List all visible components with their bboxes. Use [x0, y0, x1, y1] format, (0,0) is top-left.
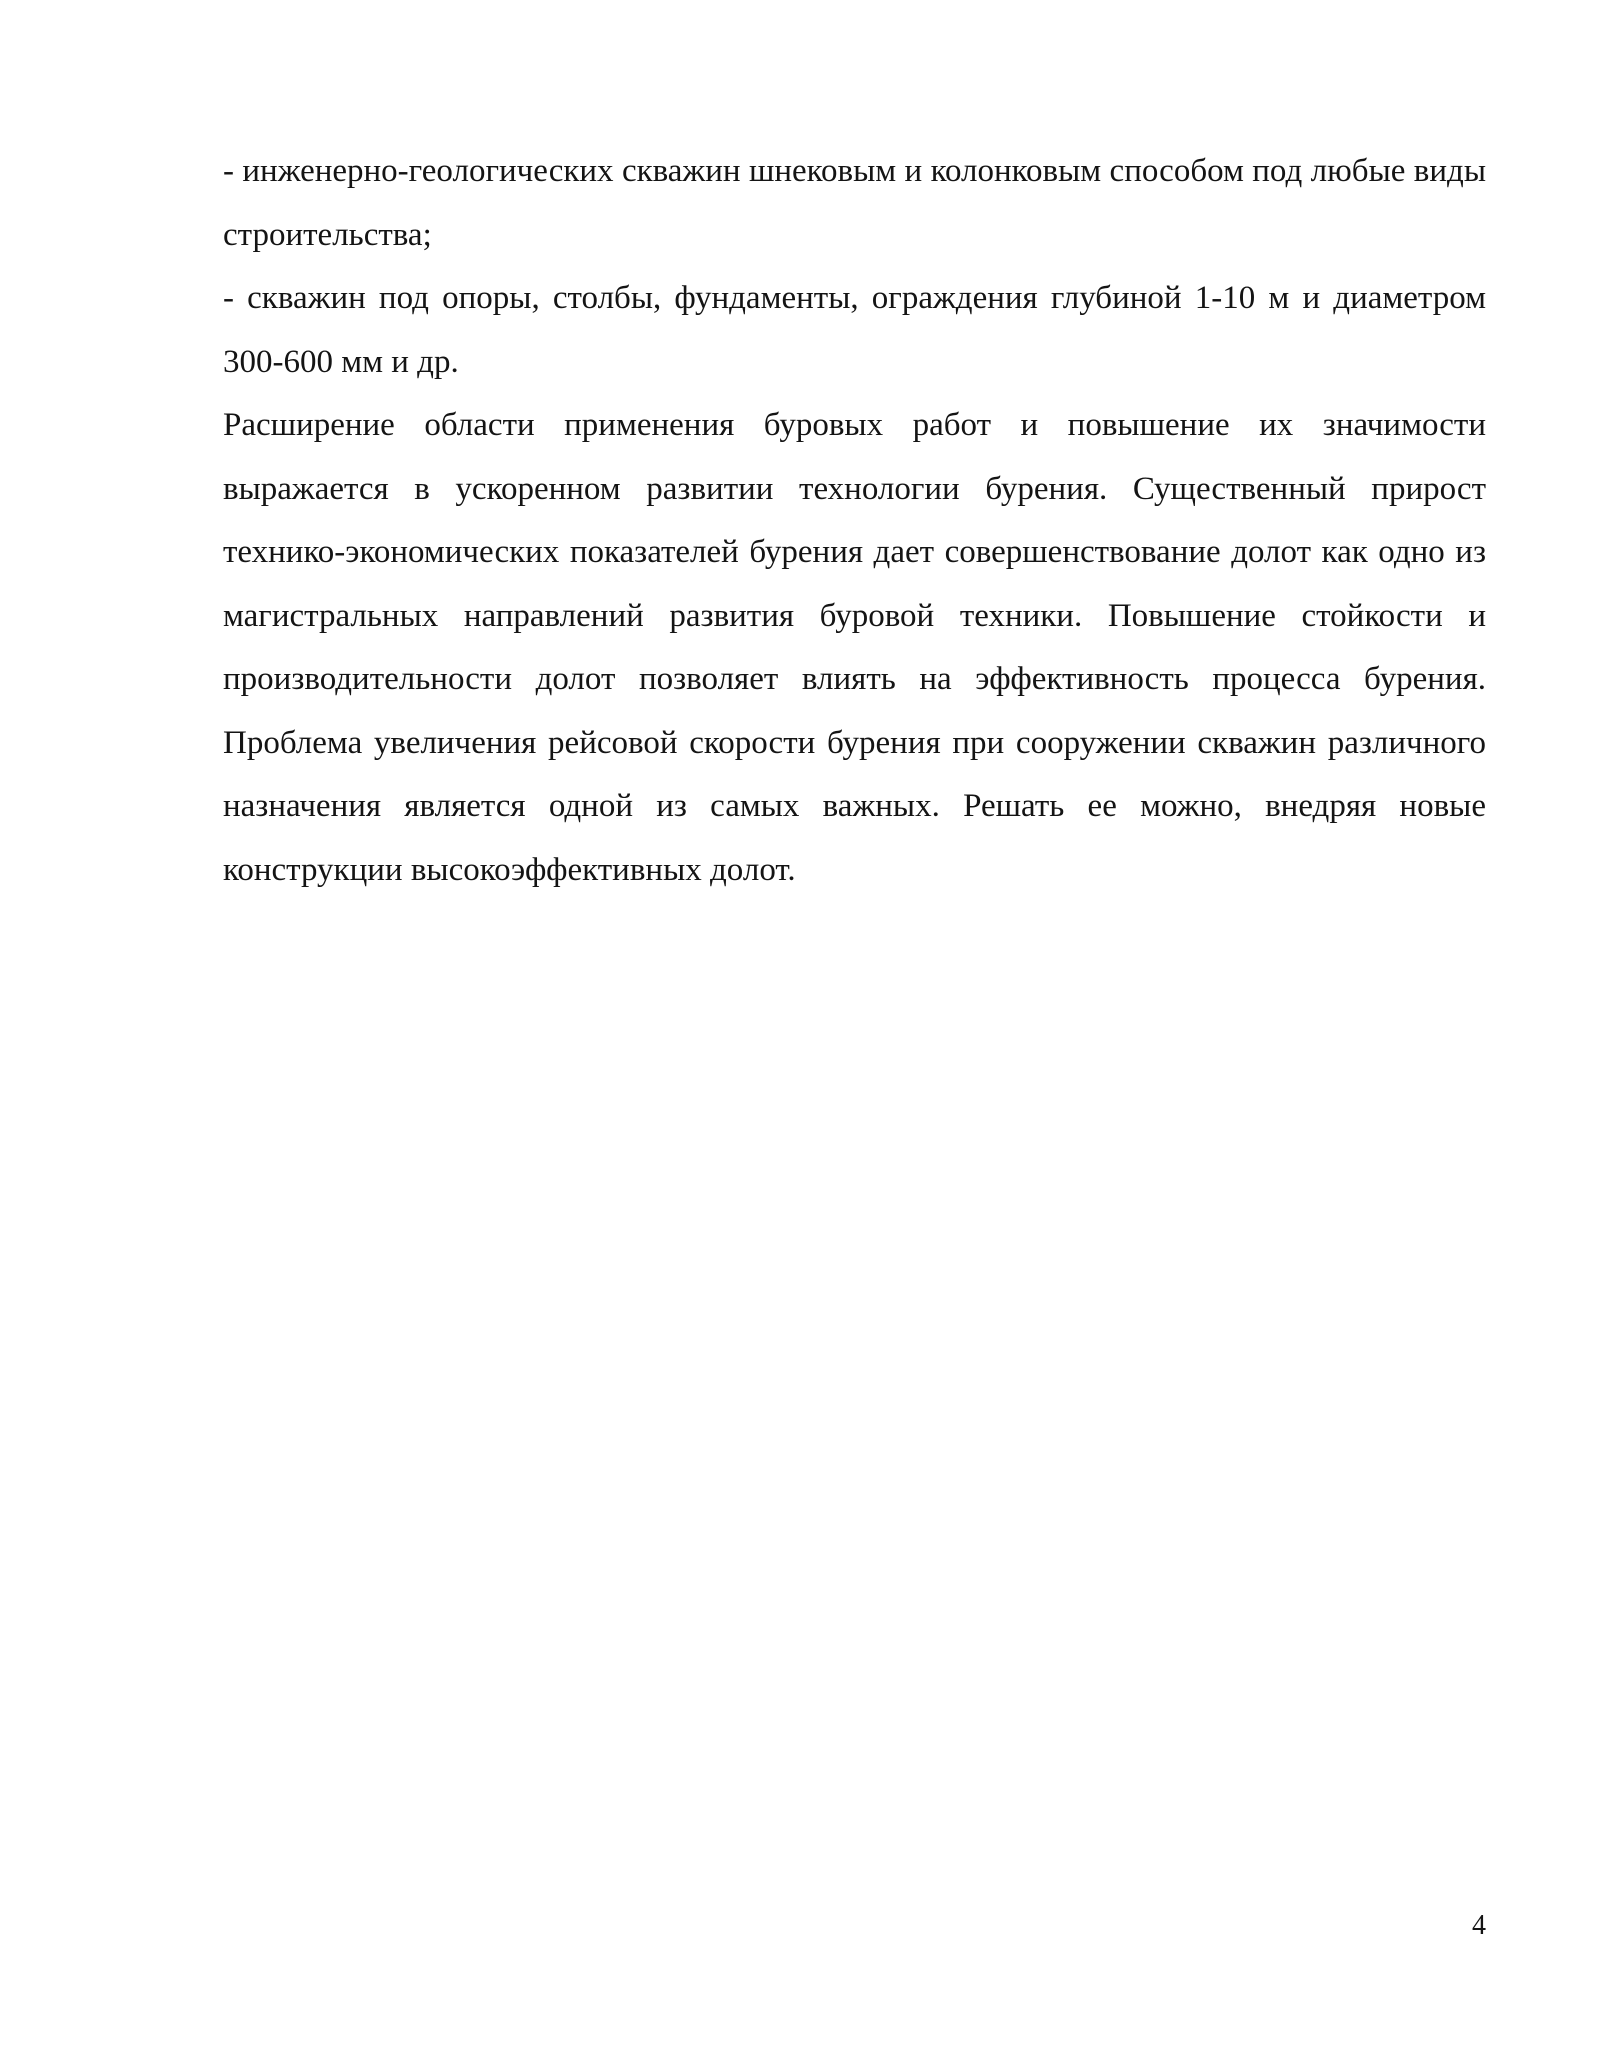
body-paragraph-drilling-technology: Расширение области применения буровых работ и повышение их значимости выражается в ускоренном развитии технологии бурения. Существенный прирост технико-экономических показателей бурения дает совершенствование долот как одно из магистральных направлений развития буровой техники. Повышение стойкости и производительности долот позволяет влиять на эффективность процесса бурения. Проблема увеличения рейсовой скорости бурения при сооружении скважин различного назначения является одной из самых важных. Решать ее можно, внедряя новые конструкции высокоэффективных долот.	[223, 407, 1486, 888]
page-number: 4	[1472, 1910, 1486, 1941]
list-item-engineering-wells: - инженерно-геологических скважин шнековым и колонковым способом под любые виды строительства;	[223, 153, 1486, 253]
list-item-foundation-wells: - скважин под опоры, столбы, фундаменты, ограждения глубиной 1-10 м и диаметром 300-600 мм и др.	[223, 280, 1486, 380]
document-body	[223, 140, 1486, 902]
